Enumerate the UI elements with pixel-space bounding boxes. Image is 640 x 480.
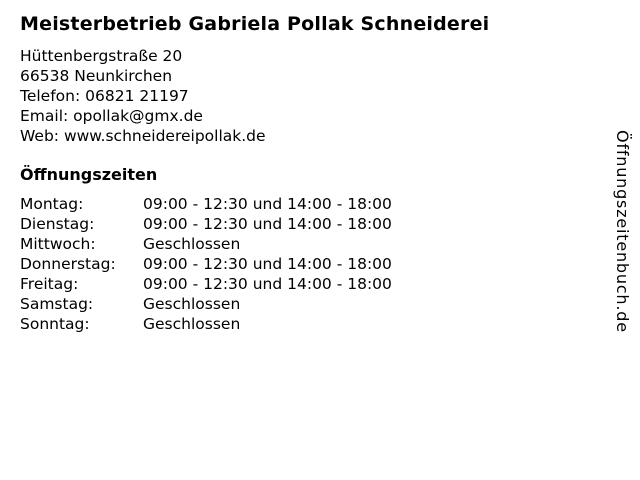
hours-row-mittwoch (20, 234, 580, 254)
contact-info (20, 46, 580, 146)
phone-line: Telefon: 06821 21197 (20, 87, 189, 105)
hours-row-sonntag (20, 314, 580, 334)
email-line: Email: opollak@gmx.de (20, 107, 203, 125)
hours-row-samstag (20, 294, 580, 314)
main-content (20, 0, 580, 334)
hours-row-donnerstag (20, 254, 580, 274)
day-label: Freitag: (20, 275, 79, 293)
hours-value: Geschlossen (143, 295, 241, 313)
hours-row-montag (20, 194, 580, 214)
day-label: Mittwoch: (20, 235, 96, 253)
hours-value: Geschlossen (143, 315, 241, 333)
watermark-brand-vertical-text: Öffnungszeitenbuch.de (613, 130, 632, 333)
hours-row-dienstag (20, 214, 580, 234)
hours-value: 09:00 - 12:30 und 14:00 - 18:00 (143, 255, 392, 273)
opening-hours-heading: Öffnungszeiten (20, 165, 158, 184)
day-label: Samstag: (20, 295, 94, 313)
hours-value: Geschlossen (143, 235, 241, 253)
city-line: 66538 Neunkirchen (20, 67, 173, 85)
hours-value: 09:00 - 12:30 und 14:00 - 18:00 (143, 275, 392, 293)
business-name-title: Meisterbetrieb Gabriela Pollak Schneiderei (20, 13, 490, 35)
day-label: Donnerstag: (20, 255, 116, 273)
hours-value: 09:00 - 12:30 und 14:00 - 18:00 (143, 195, 392, 213)
street-address-line: Hüttenbergstraße 20 (20, 47, 183, 65)
hours-value: 09:00 - 12:30 und 14:00 - 18:00 (143, 215, 392, 233)
day-label: Montag: (20, 195, 84, 213)
day-label: Dienstag: (20, 215, 95, 233)
hours-row-freitag (20, 274, 580, 294)
day-label: Sonntag: (20, 315, 90, 333)
opening-hours-table (20, 194, 580, 334)
website-line: Web: www.schneidereipollak.de (20, 127, 266, 145)
